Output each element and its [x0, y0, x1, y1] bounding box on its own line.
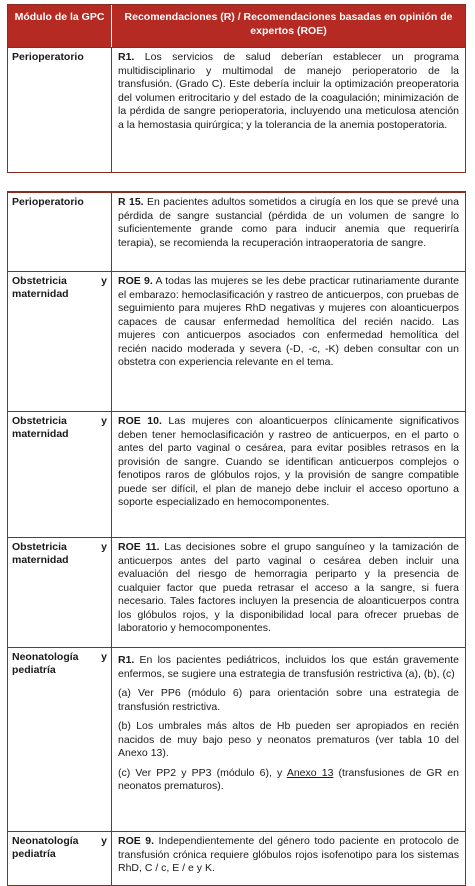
module-label: Neonatología [12, 835, 79, 847]
recommendation-code: R1. [118, 51, 135, 63]
table-row [7, 538, 466, 648]
table-row [7, 272, 466, 412]
recommendation-text: A todas las mujeres se les debe practicar rutinariamente durante el embarazo: hemoclasificación y rastreo de anticuerpos, con pruebas de seguimiento para mujeres RhD negativas y mujeres con aloanticuerpos capaces de causar enfermedad hemolítica del recién nacido. Las mujeres con anticuerpos asociados con enfermedad hemolítica del recién nacido moderada y severa (-D, -c, -K) deben consultar con un obstetra con experiencia relevante en el tema. [118, 275, 459, 368]
module-label-2: maternidad [12, 428, 69, 440]
module-label: Obstetricia [12, 275, 67, 287]
table-row [7, 412, 466, 538]
recommendation-cell [112, 272, 465, 411]
module-cell [8, 538, 112, 647]
recommendation-code: R1. [118, 654, 135, 666]
module-cell [8, 412, 112, 537]
recommendation-code: ROE 9. [118, 835, 154, 847]
module-label-conj: y [101, 541, 107, 553]
module-label-conj: y [101, 835, 107, 847]
table-header [7, 4, 466, 48]
module-label-2: pediatría [12, 664, 56, 676]
recommendation-cell [112, 648, 465, 831]
row-separator [7, 173, 466, 192]
module-label-conj: y [101, 275, 107, 287]
module-label-conj: y [101, 415, 107, 427]
note-b: (b) Los umbrales más altos de Hb pueden ser apropiados en recién nacidos de muy bajo peso y neonatos prematuros (ver tabla 10 del Anexo 13). [118, 720, 459, 759]
recommendation-cell [112, 193, 465, 271]
table-row [7, 832, 466, 886]
note-c [118, 767, 459, 794]
module-cell [8, 832, 112, 885]
table-row [7, 48, 466, 173]
table-row [7, 192, 466, 272]
module-cell: Perioperatorio [8, 48, 112, 172]
recommendations-table [7, 4, 466, 886]
recommendation-cell [112, 832, 465, 885]
recommendation-text: En los pacientes pediátricos, incluidos los que están gravemente enfermos, se sugiere una estrategia de transfusión restrictiva (a), (b), (c) [118, 654, 459, 680]
recommendation-code: ROE 10. [118, 415, 162, 427]
recommendation-text: Las mujeres con aloanticuerpos clínicamente significativos deben tener hemoclasificación y rastreo de anticuerpos, en el parto o antes del parto vaginal o cesárea, para evitar posibles retrasos en la provisión de sangre. Cuando se identifican anticuerpos complejos o fenotipos raros de glóbulos rojos, y la provisión de sangre compatible puede ser difícil, el plan de manejo debe incluir el acceso oportuno a soporte especializado en hemocomponentes. [118, 415, 459, 508]
module-label-2: maternidad [12, 554, 69, 566]
recommendation-cell [112, 48, 465, 172]
module-label: Obstetricia [12, 415, 67, 427]
module-cell [8, 272, 112, 411]
module-label-conj: y [101, 651, 107, 663]
module-label: Neonatología [12, 651, 79, 663]
note-c-text: (c) Ver PP2 y PP3 (módulo 6), y [118, 766, 287, 779]
recommendation-cell [112, 538, 465, 647]
module-label: Obstetricia [12, 541, 67, 553]
recommendation-code: ROE 9. [118, 275, 153, 287]
module-label-2: maternidad [12, 288, 69, 300]
recommendation-cell [112, 412, 465, 537]
module-cell: Perioperatorio [8, 193, 112, 271]
note-c-text-end: (transfusiones de GR en neonatos prematuros). [118, 766, 459, 792]
note-a: (a) Ver PP6 (módulo 6) para orientación sobre una estrategia de transfusión restrictiva. [118, 687, 459, 713]
recommendation-text: Independientemente del género todo paciente en protocolo de transfusión crónica requiere glóbulos rojos isofenotipo para los sistemas RhD, C / c, E / e y K. [118, 835, 459, 874]
annex-13-link[interactable]: Anexo 13 [286, 766, 334, 779]
recommendation-code: ROE 11. [118, 541, 160, 553]
recommendation-text: En pacientes adultos sometidos a cirugía en los que se prevé una pérdida de sangre sustancial (pérdida de un volumen de sangre lo suficientemente grande como para inducir anemia que requeriría terapia), se recomienda la recuperación intraoperatoria de sangre. [118, 196, 459, 249]
table-row [7, 648, 466, 832]
header-recommendations: Recomendaciones (R) / Recomendaciones basadas en opinión de expertos (ROE) [124, 11, 453, 37]
recommendation-text: Las decisiones sobre el grupo sanguíneo y la tamización de anticuerpos antes del parto vaginal o cesárea deben incluir una evaluación del riesgo de hemorragia periparto y la presencia de cualquier factor que pueda retrasar el acceso a la sangre, si fuera necesario. Tales factores incluyen la presencia de aloanticuerpos contra los glóbulos rojos, y la disponibilidad local para ofrecer pruebas de laboratorio y hemocomponentes. [118, 541, 459, 634]
recommendation-text: Los servicios de salud deberían establecer un programa multidisciplinario y multimodal de manejo perioperatorio de la transfusión. (Grado C). Este debería incluir la optimización preoperatoria del volumen eritrocitario y del estado de la coagulación; minimización de la pérdida de sangre perioperatoria, incluyendo una meticulosa atención a la hemostasia quirúrgica; y la tolerancia de la anemia postoperatoria. [118, 51, 459, 131]
header-module: Módulo de la GPC [8, 5, 112, 47]
module-label-2: pediatría [12, 848, 56, 860]
module-cell [8, 648, 112, 831]
recommendation-code: R 15. [118, 196, 144, 208]
